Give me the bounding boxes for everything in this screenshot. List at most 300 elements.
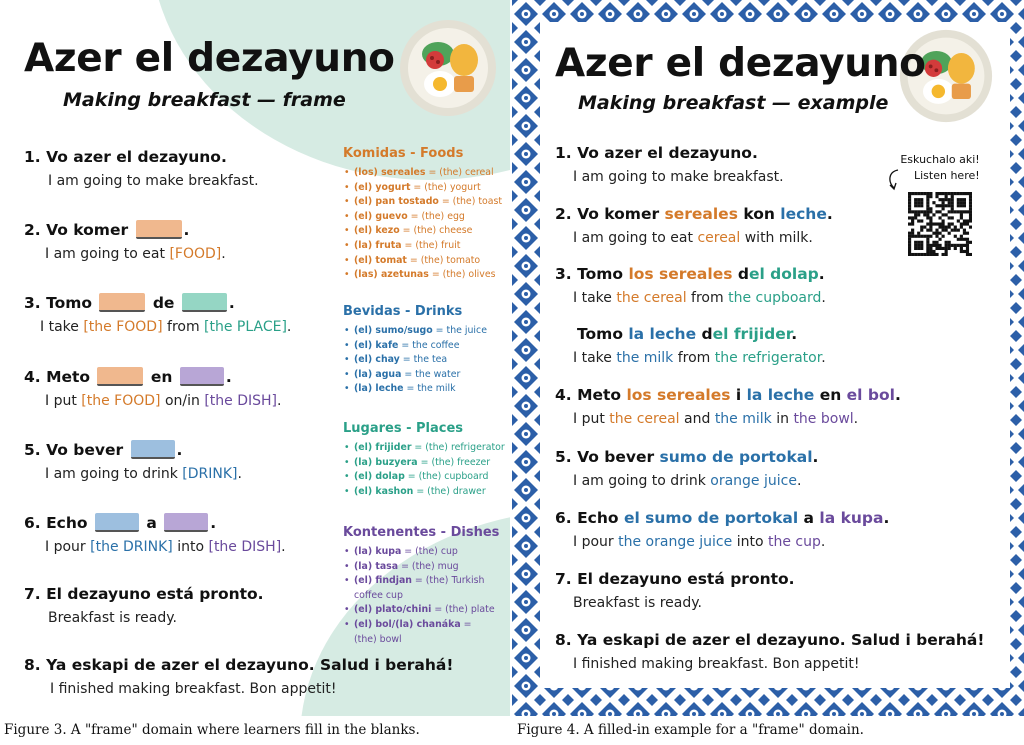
qr-module <box>914 213 917 216</box>
vocab-item <box>343 324 508 339</box>
example-step-1 <box>555 143 784 187</box>
vocab-item <box>343 353 508 368</box>
qr-module <box>938 244 941 247</box>
qr-module <box>945 244 948 247</box>
vocab-term: (el) kashon <box>354 485 414 497</box>
qr-module <box>908 235 911 238</box>
vocab-item <box>343 268 508 283</box>
vocab-term: (los) sereales <box>354 167 426 178</box>
qr-module <box>929 244 932 247</box>
qr-module <box>935 229 938 232</box>
food-word: the cereal <box>616 290 687 306</box>
vocab-meaning: = the juice <box>432 325 487 336</box>
qr-module <box>951 229 954 232</box>
qr-module <box>942 229 945 232</box>
vocab-term: (el) findjan <box>354 575 412 587</box>
qr-module <box>948 226 951 229</box>
vocab-item <box>343 574 493 603</box>
vocab-term: (el) pan tostado <box>354 196 439 208</box>
food-blank[interactable] <box>136 220 182 239</box>
vocab-meaning: = (the) plate <box>431 604 495 616</box>
step-text: . <box>176 441 183 459</box>
step-translation: I put <box>573 411 610 427</box>
vocab-item <box>343 166 508 181</box>
qr-module <box>945 253 948 256</box>
qr-module <box>920 253 923 256</box>
vocab-item <box>343 339 508 354</box>
qr-module <box>908 210 911 213</box>
frame-step-4 <box>24 367 281 411</box>
qr-module <box>938 210 941 213</box>
step-text: 2. Vo komer <box>24 221 134 239</box>
qr-module <box>948 247 951 250</box>
vocab-meaning: = the milk <box>403 383 456 395</box>
example-title: Azer el dezayuno <box>555 41 926 86</box>
qr-module <box>960 213 963 216</box>
qr-module <box>917 204 920 207</box>
qr-module <box>954 226 957 229</box>
qr-module <box>963 244 966 247</box>
vocab-meaning: = (the) fruit <box>401 239 461 251</box>
qr-module <box>932 244 935 247</box>
qr-module <box>966 238 969 241</box>
qr-module <box>960 201 963 204</box>
qr-module <box>969 253 972 256</box>
qr-module <box>914 201 917 204</box>
qr-module <box>963 201 966 204</box>
qr-module <box>966 232 969 235</box>
step-text: . <box>225 368 232 386</box>
frame-step-7 <box>24 584 264 628</box>
qr-module <box>914 247 917 250</box>
qr-module <box>911 219 914 222</box>
vocab-dishes <box>343 525 508 647</box>
vocab-term: (el) sumo/sugo <box>354 325 433 336</box>
vocab-meaning: = (the) toast <box>438 196 503 208</box>
qr-module <box>929 226 932 229</box>
qr-module <box>957 238 960 241</box>
step-translation: with milk. <box>740 230 813 246</box>
qr-module <box>945 241 948 244</box>
step-translation: I take <box>573 350 617 366</box>
qr-module <box>966 253 969 256</box>
step-translation: I pour <box>45 539 91 555</box>
qr-module <box>923 213 926 216</box>
qr-module <box>926 229 929 232</box>
step-translation: I am going to make breakfast. <box>573 169 784 185</box>
frame-step-1 <box>24 147 259 191</box>
qr-module <box>966 192 969 195</box>
drink-word: the milk <box>616 350 674 366</box>
qr-module <box>942 222 945 225</box>
qr-module <box>957 210 960 213</box>
frame-title: Azer el dezayuno <box>24 36 395 81</box>
qr-module <box>920 192 923 195</box>
vocab-item <box>343 382 508 397</box>
step-text: a <box>140 514 163 532</box>
qr-module <box>914 244 917 247</box>
qr-module <box>917 198 920 201</box>
qr-module <box>917 247 920 250</box>
step-translation: from <box>673 350 715 366</box>
qr-module <box>969 241 972 244</box>
qr-module <box>908 253 911 256</box>
qr-module <box>932 241 935 244</box>
qr-module <box>917 232 920 235</box>
qr-module <box>969 226 972 229</box>
qr-module <box>926 210 929 213</box>
vocab-item <box>343 618 493 647</box>
qr-module <box>917 253 920 256</box>
qr-module <box>935 222 938 225</box>
qr-module <box>942 219 945 222</box>
qr-module <box>960 238 963 241</box>
qr-module <box>911 222 914 225</box>
vocab-item <box>343 224 508 239</box>
qr-module <box>966 219 969 222</box>
qr-module <box>951 198 954 201</box>
vocab-meaning: = the coffee <box>398 339 460 351</box>
qr-module <box>926 253 929 256</box>
vocab-meaning: = (the) egg <box>407 210 465 222</box>
qr-module <box>920 198 923 201</box>
qr-module <box>920 229 923 232</box>
qr-module <box>960 216 963 219</box>
frame-step-8 <box>24 655 453 699</box>
step-translation: I take <box>40 319 84 335</box>
dish-word: la kupa <box>819 509 884 527</box>
qr-module <box>920 244 923 247</box>
qr-module <box>935 235 938 238</box>
qr-module <box>966 247 969 250</box>
step-translation: I am going to drink <box>45 466 183 482</box>
qr-module <box>957 198 960 201</box>
step-translation: I am going to drink <box>573 473 711 489</box>
vocab-heading: Lugares - Places <box>343 421 464 436</box>
qr-module <box>960 204 963 207</box>
food-placeholder: [the FOOD] <box>83 319 163 335</box>
qr-module <box>908 204 911 207</box>
qr-module <box>926 244 929 247</box>
step-text: Tomo <box>577 325 629 343</box>
qr-module <box>917 210 920 213</box>
qr-module <box>920 247 923 250</box>
step-text: 5. Vo bever <box>555 448 660 466</box>
qr-module <box>932 222 935 225</box>
dish-word: the bowl <box>793 411 854 427</box>
food-blank[interactable] <box>99 293 145 312</box>
qr-module <box>963 232 966 235</box>
qr-module <box>951 204 954 207</box>
step-translation: from <box>162 319 205 335</box>
qr-module <box>917 235 920 238</box>
food-word: the cereal <box>609 411 680 427</box>
step-translation: from <box>686 290 729 306</box>
qr-module <box>908 192 911 195</box>
step-translation: . <box>281 539 286 555</box>
step-text: . <box>894 386 901 404</box>
qr-module <box>914 198 917 201</box>
qr-module <box>957 219 960 222</box>
qr-module <box>945 198 948 201</box>
qr-module <box>932 201 935 204</box>
step-translation: . <box>237 466 242 482</box>
step-text: 8. Ya eskapi de azer el dezayuno. Salud i berahá! <box>24 656 454 674</box>
qr-module <box>948 204 951 207</box>
qr-module <box>932 253 935 256</box>
qr-code[interactable] <box>908 192 972 256</box>
step-text: en <box>814 386 847 404</box>
qr-module <box>926 198 929 201</box>
qr-module <box>942 213 945 216</box>
qr-module <box>926 192 929 195</box>
dish-blank[interactable] <box>180 367 224 386</box>
qr-module <box>932 213 935 216</box>
vocab-meaning: = (the) drawer <box>413 485 486 497</box>
step-text: 6. Echo <box>24 514 93 532</box>
example-card <box>540 22 1010 688</box>
qr-module <box>942 253 945 256</box>
qr-module <box>945 250 948 253</box>
qr-module <box>963 222 966 225</box>
qr-module <box>957 244 960 247</box>
qr-module <box>911 192 914 195</box>
qr-module <box>942 226 945 229</box>
qr-module <box>935 244 938 247</box>
step-text: de <box>147 294 180 312</box>
qr-module <box>963 250 966 253</box>
qr-module <box>945 247 948 250</box>
vocab-foods <box>343 146 508 283</box>
qr-module <box>938 198 941 201</box>
step-text: . <box>826 205 833 223</box>
qr-module <box>960 198 963 201</box>
step-text: 1. Vo azer el dezayuno. <box>555 144 758 162</box>
qr-module <box>923 235 926 238</box>
qr-module <box>942 247 945 250</box>
step-translation: I finished making breakfast. Bon appetit! <box>50 681 337 697</box>
qr-module <box>948 241 951 244</box>
qr-module <box>926 247 929 250</box>
qr-module <box>911 229 914 232</box>
vocab-meaning: = (the) refrigerator <box>411 442 505 453</box>
qr-module <box>942 201 945 204</box>
qr-module <box>932 232 935 235</box>
qr-module <box>969 204 972 207</box>
qr-module <box>935 210 938 213</box>
qr-module <box>926 213 929 216</box>
qr-module <box>938 192 941 195</box>
qr-module <box>914 210 917 213</box>
vocab-meaning: = (the) olives <box>428 269 496 281</box>
qr-module <box>951 244 954 247</box>
step-translation: into <box>732 534 768 550</box>
step-text: d <box>732 265 749 283</box>
vocab-item <box>343 485 508 500</box>
qr-module <box>929 219 932 222</box>
food-word: cereal <box>697 230 741 246</box>
vocab-item <box>343 210 508 225</box>
qr-module <box>957 192 960 195</box>
step-translation: and <box>679 411 715 427</box>
dish-blank[interactable] <box>164 513 208 532</box>
qr-module <box>954 192 957 195</box>
vocab-meaning: = (the) cheese <box>399 225 473 237</box>
step-translation: I am going to eat <box>45 246 170 262</box>
qr-module <box>954 210 957 213</box>
qr-module <box>948 216 951 219</box>
drink-word: el sumo de portokal <box>623 509 799 527</box>
qr-module <box>969 219 972 222</box>
step-text: 4. Meto <box>555 386 627 404</box>
vocab-term: (las) azetunas <box>354 269 429 281</box>
drink-blank[interactable] <box>131 440 175 459</box>
qr-module <box>917 201 920 204</box>
qr-module <box>908 207 911 210</box>
step-text: 1. Vo azer el dezayuno. <box>24 148 227 166</box>
qr-module <box>963 210 966 213</box>
qr-module <box>929 229 932 232</box>
step-text: . <box>210 514 217 532</box>
step-translation: I am going to make breakfast. <box>48 173 259 189</box>
example-step-5 <box>555 447 818 491</box>
qr-module <box>969 201 972 204</box>
step-text: 5. Vo bever <box>24 441 129 459</box>
vocab-item <box>343 181 508 196</box>
qr-module <box>929 195 932 198</box>
vocab-item <box>343 195 508 210</box>
qr-module <box>920 204 923 207</box>
qr-module <box>960 192 963 195</box>
qr-module <box>935 192 938 195</box>
food-word: los sereales <box>626 386 731 404</box>
step-translation: I am going to eat <box>573 230 698 246</box>
drink-blank[interactable] <box>95 513 139 532</box>
vocab-term: (el) dolap <box>354 471 405 483</box>
qr-module <box>929 235 932 238</box>
qr-module <box>948 222 951 225</box>
qr-module <box>938 226 941 229</box>
vocab-term: (el) tomat <box>354 254 407 266</box>
vocab-item <box>343 239 508 254</box>
qr-module <box>908 238 911 241</box>
qr-module <box>938 216 941 219</box>
place-blank[interactable] <box>182 293 227 312</box>
qr-module <box>963 198 966 201</box>
place-word: the cupboard <box>728 290 822 306</box>
example-step-2 <box>555 204 833 248</box>
qr-module <box>911 253 914 256</box>
qr-module <box>914 253 917 256</box>
frame-step-2 <box>24 220 226 264</box>
step-text: a <box>798 509 820 527</box>
vocab-item <box>343 560 508 575</box>
qr-module <box>960 235 963 238</box>
step-text: . <box>818 265 825 283</box>
place-placeholder: [the PLACE] <box>204 319 287 335</box>
vocab-term: (la) agua <box>354 368 402 380</box>
qr-module <box>969 198 972 201</box>
step-translation: I pour <box>573 534 619 550</box>
step-text: i <box>730 386 747 404</box>
qr-module <box>932 250 935 253</box>
step-text: 3. Tomo <box>555 265 629 283</box>
vocab-drinks <box>343 304 508 397</box>
qr-module <box>929 207 932 210</box>
vocab-term: (la) fruta <box>354 239 402 251</box>
step-translation: . <box>821 290 826 306</box>
qr-module <box>938 222 941 225</box>
step-translation: . <box>286 319 292 335</box>
qr-module <box>917 241 920 244</box>
drink-placeholder: [the DRINK] <box>90 539 173 555</box>
qr-module <box>966 241 969 244</box>
vocab-item <box>343 368 508 383</box>
qr-module <box>929 250 932 253</box>
qr-module <box>911 232 914 235</box>
qr-module <box>966 210 969 213</box>
vocab-term: (el) yogurt <box>354 181 411 193</box>
qr-module <box>920 241 923 244</box>
drink-word: orange juice <box>710 473 797 489</box>
qr-module <box>960 250 963 253</box>
qr-module <box>942 198 945 201</box>
step-text: 6. Echo <box>555 509 624 527</box>
vocab-heading: Komidas - Foods <box>343 146 464 161</box>
qr-module <box>938 204 941 207</box>
example-step-3 <box>555 264 826 308</box>
qr-module <box>945 229 948 232</box>
step-translation: in <box>771 411 794 427</box>
qr-module <box>917 192 920 195</box>
qr-module <box>969 192 972 195</box>
step-text: 7. El dezayuno está pronto. <box>555 570 795 588</box>
step-text: . <box>812 448 819 466</box>
qr-module <box>960 247 963 250</box>
step-translation: I put <box>45 393 82 409</box>
qr-module <box>911 235 914 238</box>
qr-module <box>966 244 969 247</box>
qr-module <box>945 195 948 198</box>
frame-worksheet <box>0 0 510 716</box>
qr-module <box>948 192 951 195</box>
qr-module <box>923 192 926 195</box>
qr-module <box>929 247 932 250</box>
qr-module <box>911 210 914 213</box>
vocab-item <box>343 441 508 456</box>
food-placeholder: [FOOD] <box>169 246 222 262</box>
frame-step-5 <box>24 440 242 484</box>
step-text: . <box>183 221 190 239</box>
dish-word: the cup <box>767 534 821 550</box>
vocab-meaning: = (the) cereal <box>425 167 494 178</box>
vocab-term: (el) plato/chini <box>354 604 432 616</box>
step-text: . <box>791 325 798 343</box>
figure-4-caption: Figure 4. A filled-in example for a "frame" domain. <box>517 722 864 738</box>
frame-subtitle: Making breakfast — frame <box>63 89 346 111</box>
qr-module <box>966 222 969 225</box>
qr-module <box>908 216 911 219</box>
food-word: sereales <box>664 205 738 223</box>
step-text: en <box>145 368 178 386</box>
qr-module <box>929 253 932 256</box>
dish-placeholder: [the DISH] <box>204 393 278 409</box>
vocab-places <box>343 421 508 499</box>
food-blank[interactable] <box>97 367 143 386</box>
qr-module <box>966 250 969 253</box>
vocab-heading: Bevidas - Drinks <box>343 304 463 319</box>
qr-module <box>935 195 938 198</box>
